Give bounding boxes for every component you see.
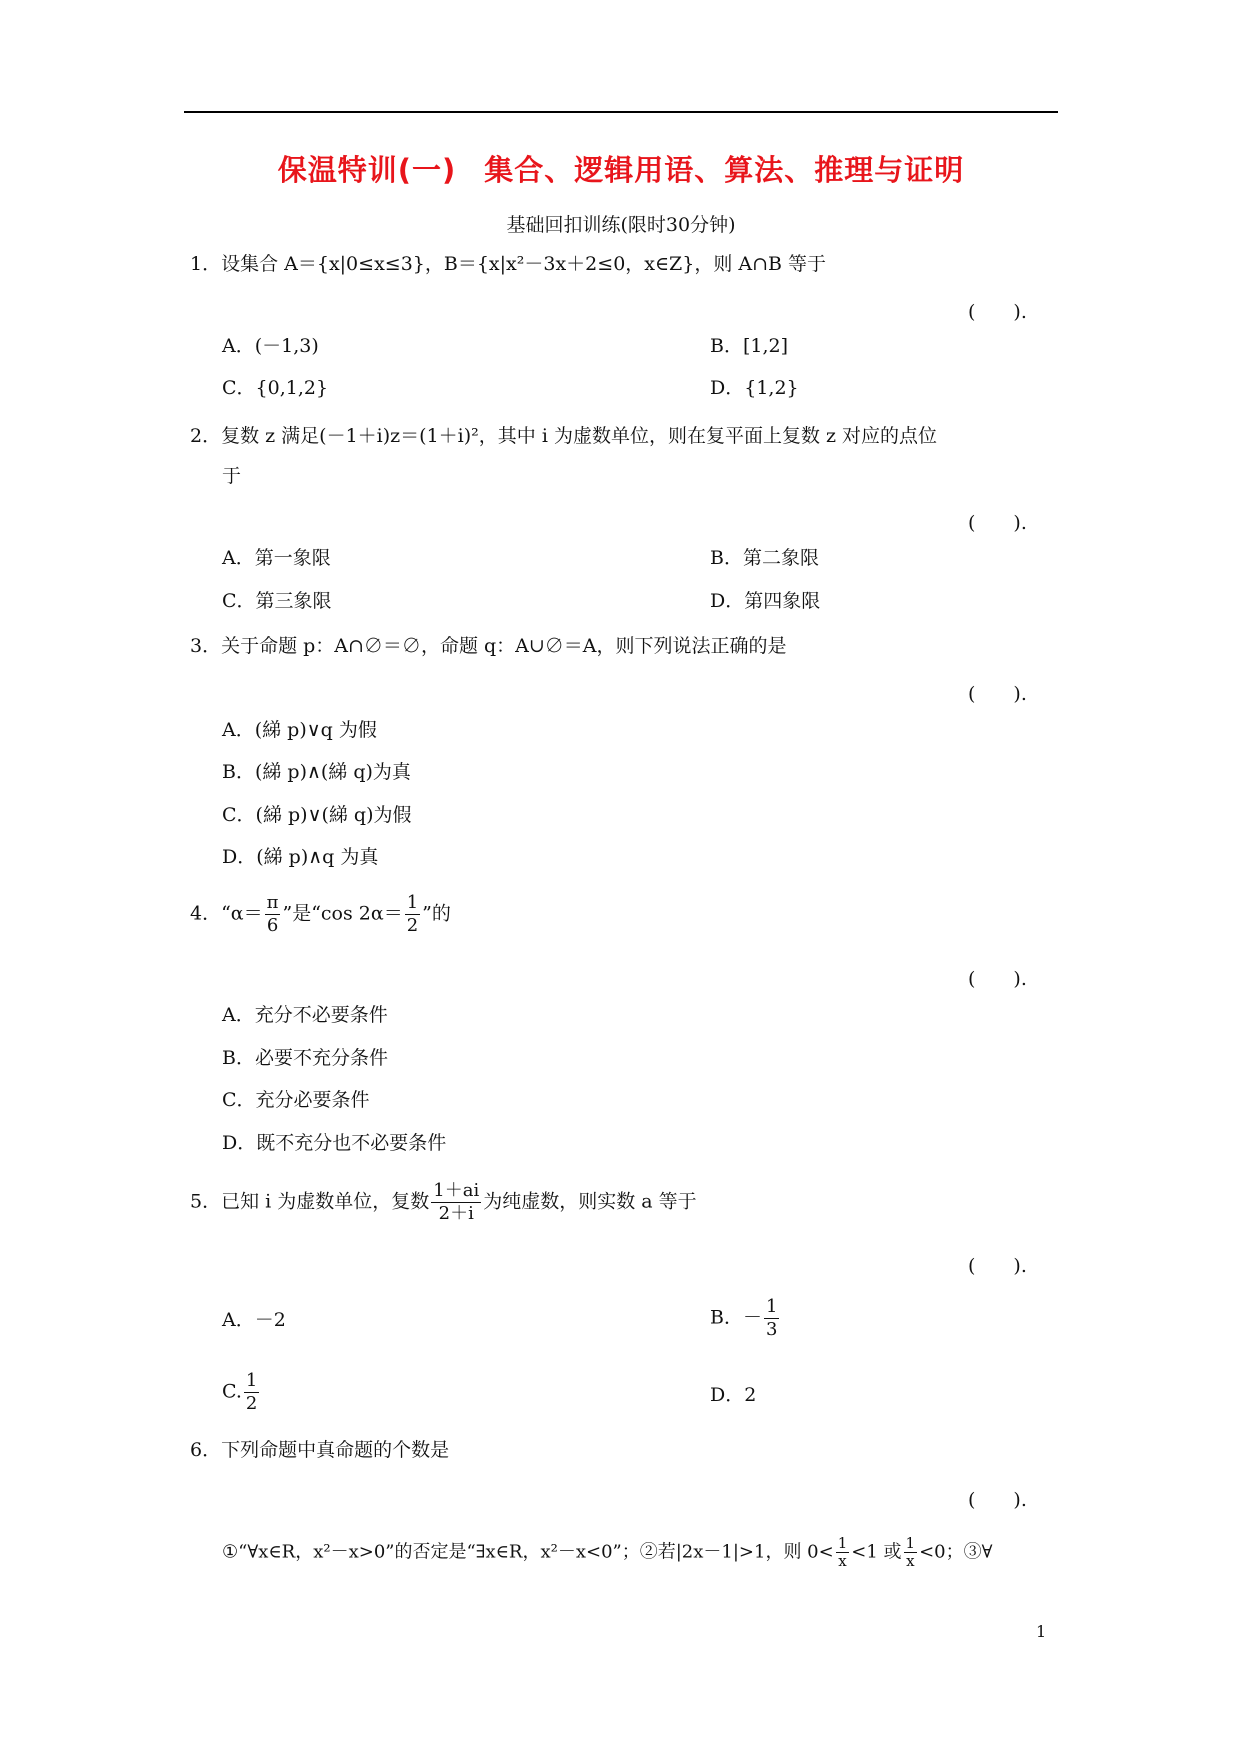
question-5 xyxy=(190,1180,697,1225)
fraction-one-third xyxy=(764,1296,779,1341)
option-prefix: C. xyxy=(222,1380,242,1403)
answer-paren: ( ). xyxy=(968,968,1027,990)
question-stem-part: 已知 i 为虚数单位，复数 xyxy=(221,1190,430,1213)
fraction-one-over-x xyxy=(904,1535,918,1570)
question-stem-part: ”是“cos 2α＝ xyxy=(282,902,403,925)
question-stem: 设集合 A＝{x|0≤x≤3}，B＝{x|x²－3x＋2≤0，x∈Z}，则 A∩B 等于 xyxy=(221,253,827,275)
question-stem: 关于命题 p：A∩∅＝∅，命题 q：A∪∅＝A，则下列说法正确的是 xyxy=(221,635,787,657)
statement-text: <0；③∀ xyxy=(919,1541,993,1563)
fraction-numerator: 1 xyxy=(765,1296,778,1317)
fraction-numerator: 1 xyxy=(406,892,419,913)
question-number: 3． xyxy=(190,635,222,657)
option-a: A．第一象限 xyxy=(222,547,331,569)
question-stem-line1: 复数 z 满足(－1＋i)z＝(1＋i)²，其中 i 为虚数单位，则在复平面上复数 z 对应的点位 xyxy=(221,425,938,447)
option-a: A．充分不必要条件 xyxy=(222,1004,388,1026)
statement-text: ①“∀x∈R，x²－x>0”的否定是“∃x∈R，x²－x<0”；②若|2x－1|>1，则 0< xyxy=(222,1541,834,1563)
fraction-numerator: 1 xyxy=(905,1534,916,1552)
option-c: C．(綈 p)∨(綈 q)为假 xyxy=(222,804,412,826)
answer-paren: ( ). xyxy=(968,683,1027,705)
option-d: D．第四象限 xyxy=(710,590,821,612)
option-d: D．既不充分也不必要条件 xyxy=(222,1132,447,1154)
answer-paren: ( ). xyxy=(968,1489,1027,1511)
answer-paren: ( ). xyxy=(968,301,1027,323)
fraction-one-half xyxy=(405,892,420,937)
option-a: A．(－1,3) xyxy=(222,335,319,357)
option-d: D．(綈 p)∧q 为真 xyxy=(222,846,379,868)
question-stem: 下列命题中真命题的个数是 xyxy=(221,1439,450,1461)
option-d: D．2 xyxy=(710,1384,757,1406)
title-part2: 集合、逻辑用语、算法、推理与证明 xyxy=(484,153,965,187)
fraction-pi-over-6 xyxy=(265,892,281,937)
option-prefix: B．－ xyxy=(710,1306,762,1329)
option-c: C．充分必要条件 xyxy=(222,1089,370,1111)
fraction-numerator: π xyxy=(266,892,279,913)
option-c: C．第三象限 xyxy=(222,590,332,612)
fraction-denominator: x xyxy=(838,1552,847,1570)
fraction-denominator: 2 xyxy=(245,1393,258,1414)
question-2 xyxy=(190,424,937,448)
title-part1: 保温特训(一) xyxy=(277,153,457,187)
fraction-denominator: 2 xyxy=(406,915,419,936)
option-b: B．第二象限 xyxy=(710,547,819,569)
answer-paren: ( ). xyxy=(968,1255,1027,1277)
fraction-one-over-x xyxy=(836,1535,850,1570)
fraction-numerator: 1 xyxy=(837,1534,848,1552)
fraction-complex xyxy=(431,1180,481,1225)
question-number: 1． xyxy=(190,253,222,275)
question-stem-part: 为纯虚数，则实数 a 等于 xyxy=(483,1190,697,1213)
fraction-one-half xyxy=(244,1370,259,1415)
question-stem-part: ”的 xyxy=(422,902,451,925)
option-b: B．必要不充分条件 xyxy=(222,1047,388,1069)
question-1 xyxy=(190,252,826,276)
question-number: 6． xyxy=(190,1439,222,1461)
subtitle: 基础回扣训练(限时30分钟) xyxy=(506,214,736,236)
question-number: 2． xyxy=(190,425,222,447)
fraction-denominator: x xyxy=(906,1552,915,1570)
question-3 xyxy=(190,634,787,658)
option-b: B．[1,2] xyxy=(710,335,789,357)
page-title xyxy=(184,148,1058,189)
question-6-statements xyxy=(222,1535,992,1570)
header-rule xyxy=(184,111,1058,113)
fraction-numerator: 1＋ai xyxy=(433,1180,480,1201)
option-a: A．(綈 p)∨q 为假 xyxy=(222,719,377,741)
question-4 xyxy=(190,892,451,937)
fraction-denominator: 3 xyxy=(765,1319,778,1340)
fraction-denominator: 6 xyxy=(266,915,279,936)
question-stem-part: “α＝ xyxy=(221,902,263,925)
option-d: D．{1,2} xyxy=(710,377,799,399)
statement-text: <1 或 xyxy=(851,1541,902,1563)
option-b xyxy=(710,1296,781,1341)
question-number: 5． xyxy=(190,1190,222,1213)
question-6 xyxy=(190,1438,449,1462)
option-b: B．(綈 p)∧(綈 q)为真 xyxy=(222,761,411,783)
fraction-numerator: 1 xyxy=(245,1370,258,1391)
answer-paren: ( ). xyxy=(968,512,1027,534)
fraction-denominator: 2＋i xyxy=(438,1203,474,1224)
option-a: A．－2 xyxy=(222,1309,286,1331)
question-number: 4． xyxy=(190,902,222,925)
option-c: C．{0,1,2} xyxy=(222,377,329,399)
option-c xyxy=(222,1370,261,1415)
page-number: 1 xyxy=(1036,1622,1047,1641)
question-stem-line2: 于 xyxy=(222,465,242,487)
